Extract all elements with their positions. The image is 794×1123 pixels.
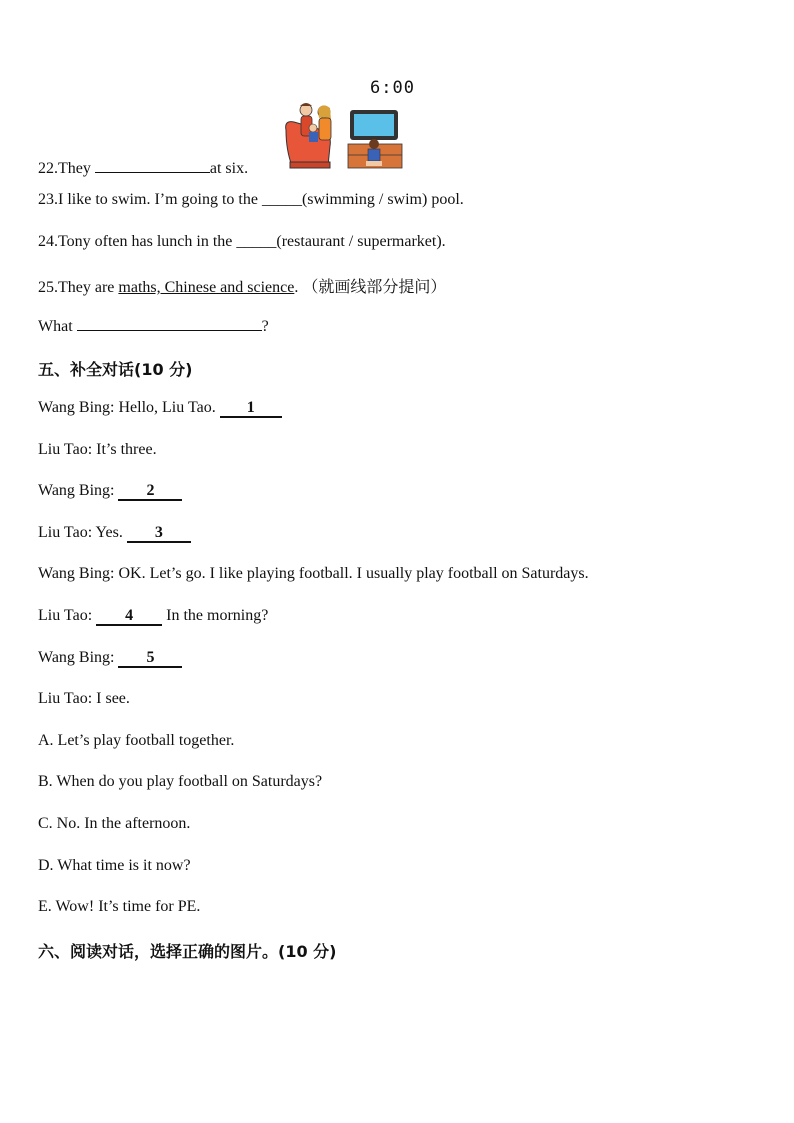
answer-blank[interactable] [95,158,210,173]
dialogue-line [38,690,130,708]
blank-2[interactable]: 2 [118,483,182,501]
speaker: Liu Tao: [38,524,93,541]
option-d: D. What time is it now? [38,857,191,874]
question-number: 24. [38,233,58,250]
answer-suffix: ? [261,318,269,335]
dialogue-line [38,482,182,501]
speaker: Liu Tao: [38,441,93,458]
dialogue-line [38,607,268,626]
blank-5[interactable]: 5 [118,650,182,668]
underlined-phrase: maths, Chinese and science [118,279,295,296]
speaker: Wang Bing: [38,565,115,582]
option-c: C. No. In the afternoon. [38,815,191,832]
question-text: They are [58,279,119,296]
question-22 [38,158,248,178]
dialogue-text: Yes. [95,524,123,541]
section-5-heading [38,357,192,380]
question-23 [38,191,464,209]
blank-4[interactable]: 4 [96,608,162,626]
blank-3[interactable]: 3 [127,525,191,543]
blank-1[interactable]: 1 [220,400,282,418]
dialogue-text: OK. Let’s go. I like playing football. I usually play football on Saturdays. [118,565,589,582]
question-text: They [58,160,95,177]
question-number: 22. [38,160,58,177]
option-b: B. When do you play football on Saturdays? [38,773,323,790]
question-25 [38,274,446,297]
speaker: Wang Bing: [38,649,115,666]
answer-blank[interactable] [77,316,262,331]
question-text: I like to swim. I’m going to the _____(swimming / swim) pool. [58,191,464,208]
speaker: Wang Bing: [38,399,115,416]
section-6-heading: 六、阅读对话，选择正确的图片。(10 分) [38,942,337,961]
dialogue-text: It’s three. [96,441,157,458]
dialogue-text: I see. [96,690,130,707]
section-score: (10 分) [134,360,193,379]
dialogue-text: Hello, Liu Tao. [118,399,216,416]
dialogue-text: In the morning? [166,607,269,624]
family-watching-tv-illustration [282,100,407,172]
question-24 [38,233,446,251]
clock-time-label: 6:00 [370,78,415,98]
speaker: Wang Bing: [38,482,115,499]
option-a: A. Let’s play football together. [38,732,235,749]
dialogue-line [38,524,191,543]
question-25-answer-line [38,316,269,336]
question-text-end: at six. [209,160,249,177]
dialogue-line [38,441,157,459]
question-instruction: . （就画线部分提问） [294,279,447,296]
option-e: E. Wow! It’s time for PE. [38,898,201,915]
section-title: 五、补全对话 [38,360,135,379]
dialogue-line [38,649,182,668]
answer-prefix: What [38,318,77,335]
question-number: 23. [38,191,58,208]
speaker: Liu Tao: [38,607,93,624]
dialogue-line [38,399,282,418]
question-text: Tony often has lunch in the _____(restaurant / supermarket). [58,233,446,250]
speaker: Liu Tao: [38,690,93,707]
question-number: 25. [38,279,58,296]
dialogue-line [38,565,589,583]
